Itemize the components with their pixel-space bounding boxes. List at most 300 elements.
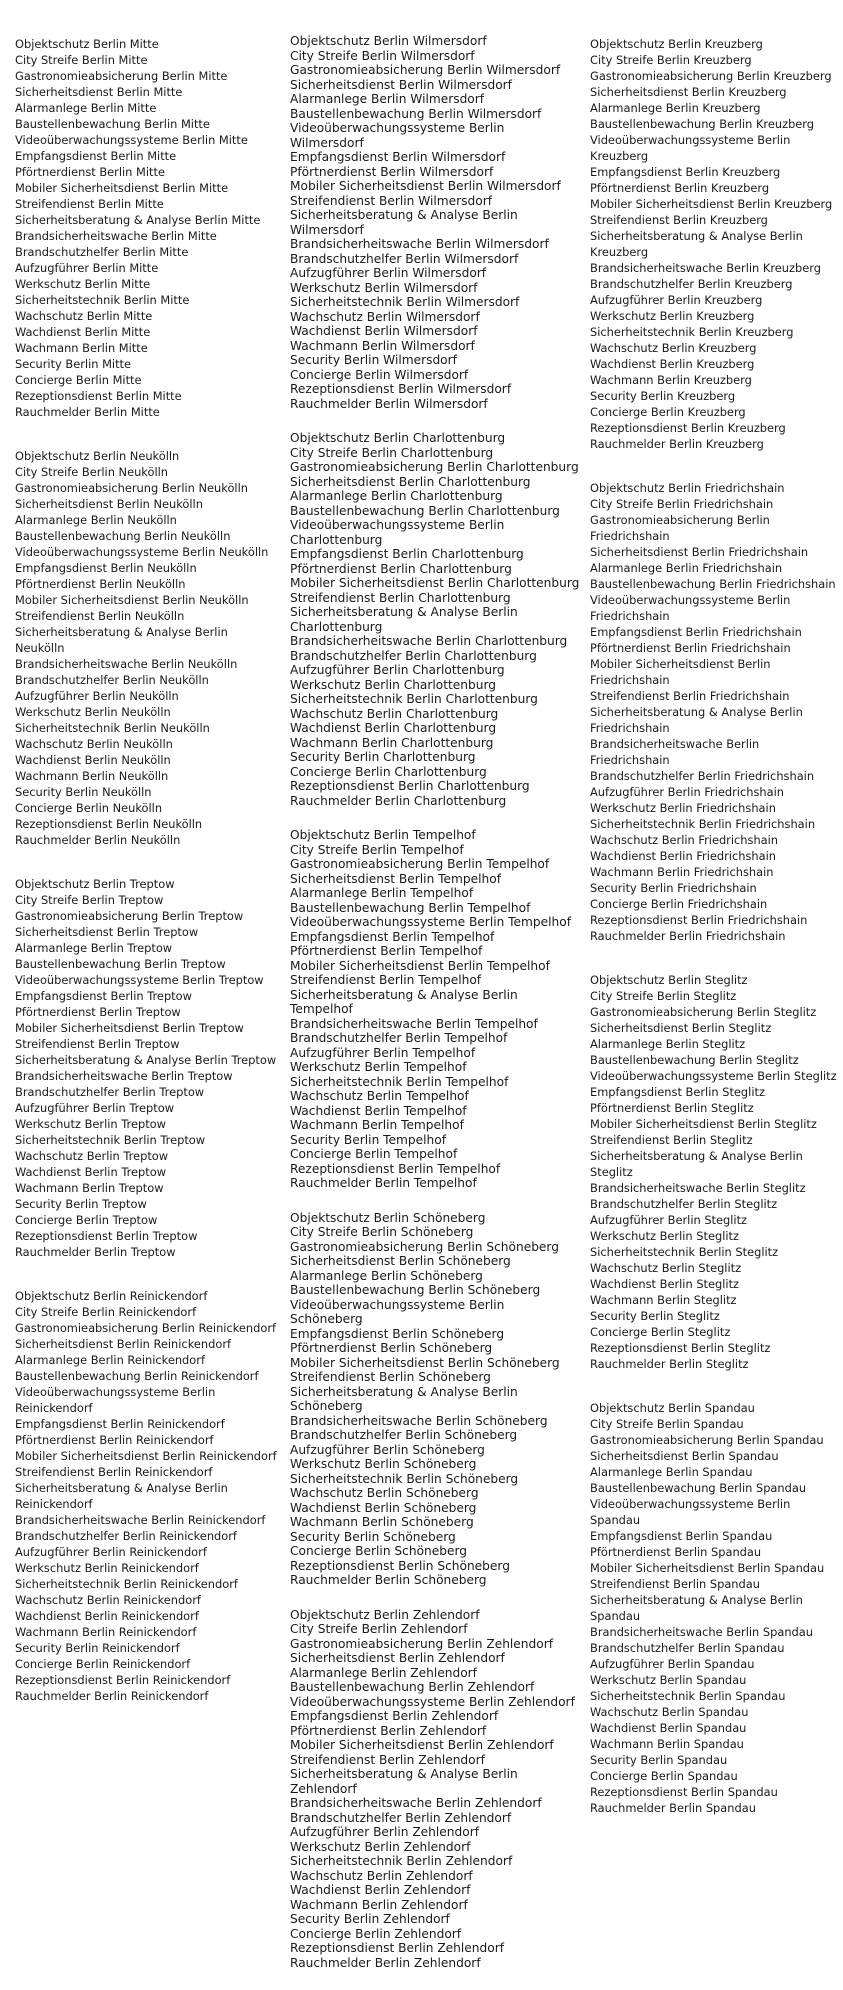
service-link[interactable]: Werkschutz Berlin Kreuzberg xyxy=(590,309,755,323)
service-link[interactable]: Sicherheitstechnik Berlin Wilmersdorf xyxy=(290,295,520,309)
service-link[interactable]: Gastronomieabsicherung Berlin Zehlendorf xyxy=(290,1636,554,1651)
service-link[interactable]: Wachschutz Berlin Reinickendorf xyxy=(15,1593,201,1607)
service-link[interactable]: Wachmann Berlin Schöneberg xyxy=(290,1515,474,1529)
service-link[interactable]: Baustellenbewachung Berlin Wilmersdorf xyxy=(290,106,542,121)
service-link[interactable]: Brandschutzhelfer Berlin Wilmersdorf xyxy=(290,251,519,266)
service-link[interactable]: Empfangsdienst Berlin Tempelhof xyxy=(290,929,495,944)
service-link[interactable]: Concierge Berlin Spandau xyxy=(590,1769,738,1783)
service-link[interactable]: Alarmanlege Berlin Spandau xyxy=(590,1465,753,1479)
service-link[interactable]: Security Berlin Schöneberg xyxy=(290,1529,456,1544)
service-link[interactable]: Wachmann Berlin Spandau xyxy=(590,1737,744,1751)
service-link[interactable]: Mobiler Sicherheitsdienst Berlin Mitte xyxy=(15,181,229,195)
service-link[interactable]: Gastronomieabsicherung Berlin Mitte xyxy=(15,69,228,83)
service-link[interactable]: Objektschutz Berlin Treptow xyxy=(15,877,175,891)
service-link[interactable]: Videoüberwachungssysteme Berlin Reinickendorf xyxy=(15,1385,216,1415)
service-link[interactable]: Alarmanlege Berlin Reinickendorf xyxy=(15,1353,205,1367)
service-link[interactable]: Sicherheitstechnik Berlin Friedrichshain xyxy=(590,817,816,831)
service-link[interactable]: Alarmanlege Berlin Schöneberg xyxy=(290,1268,483,1283)
service-link[interactable]: Sicherheitstechnik Berlin Zehlendorf xyxy=(290,1854,513,1868)
service-link[interactable]: Videoüberwachungssysteme Berlin Friedrichshain xyxy=(590,593,791,623)
service-link[interactable]: Wachdienst Berlin Reinickendorf xyxy=(15,1609,199,1623)
service-link[interactable]: Baustellenbewachung Berlin Zehlendorf xyxy=(290,1680,535,1694)
service-link[interactable]: Sicherheitsberatung & Analyse Berlin Zehlendorf xyxy=(290,1767,518,1796)
service-link[interactable]: Gastronomieabsicherung Berlin Treptow xyxy=(15,909,244,923)
service-link[interactable]: Brandschutzhelfer Berlin Zehlendorf xyxy=(290,1810,512,1825)
service-link[interactable]: Empfangsdienst Berlin Reinickendorf xyxy=(15,1417,225,1431)
service-link[interactable]: Wachmann Berlin Charlottenburg xyxy=(290,735,494,750)
service-link[interactable]: Aufzugführer Berlin Neukölln xyxy=(15,689,179,703)
service-link[interactable]: Objektschutz Berlin Reinickendorf xyxy=(15,1289,208,1303)
service-link[interactable]: Sicherheitsberatung & Analyse Berlin Schöneberg xyxy=(290,1384,518,1413)
service-link[interactable]: Security Berlin Kreuzberg xyxy=(590,389,736,403)
service-link[interactable]: Rezeptionsdienst Berlin Mitte xyxy=(15,389,182,403)
service-link[interactable]: Aufzugführer Berlin Reinickendorf xyxy=(15,1545,207,1559)
service-link[interactable]: Wachmann Berlin Zehlendorf xyxy=(290,1897,468,1912)
service-link[interactable]: Brandsicherheitswache Berlin Charlottenburg xyxy=(290,634,568,648)
service-link[interactable]: Streifendienst Berlin Tempelhof xyxy=(290,973,482,987)
service-link[interactable]: Empfangsdienst Berlin Mitte xyxy=(15,149,177,163)
service-link[interactable]: Rezeptionsdienst Berlin Schöneberg xyxy=(290,1558,510,1573)
service-link[interactable]: Brandsicherheitswache Berlin Schöneberg xyxy=(290,1413,548,1428)
service-link[interactable]: Baustellenbewachung Berlin Tempelhof xyxy=(290,900,531,915)
service-link[interactable]: Rezeptionsdienst Berlin Treptow xyxy=(15,1229,198,1243)
service-link[interactable]: Rauchmelder Berlin Friedrichshain xyxy=(590,929,786,943)
service-link[interactable]: Brandsicherheitswache Berlin Tempelhof xyxy=(290,1016,538,1031)
service-link[interactable]: Gastronomieabsicherung Berlin Charlottenburg xyxy=(290,460,579,474)
service-link[interactable]: Alarmanlege Berlin Treptow xyxy=(15,941,173,955)
service-link[interactable]: Objektschutz Berlin Zehlendorf xyxy=(290,1607,480,1622)
service-link[interactable]: Videoüberwachungssysteme Berlin Steglitz xyxy=(590,1069,837,1083)
service-link[interactable]: Werkschutz Berlin Tempelhof xyxy=(290,1060,467,1074)
service-link[interactable]: Streifendienst Berlin Friedrichshain xyxy=(590,689,790,703)
service-link[interactable]: Wachmann Berlin Tempelhof xyxy=(290,1118,464,1132)
service-link[interactable]: Rauchmelder Berlin Tempelhof xyxy=(290,1176,477,1190)
service-link[interactable]: Wachdienst Berlin Zehlendorf xyxy=(290,1883,471,1897)
service-link[interactable]: Pförtnerdienst Berlin Kreuzberg xyxy=(590,181,770,195)
service-link[interactable]: Videoüberwachungssysteme Berlin Wilmersdorf xyxy=(290,121,505,150)
service-link[interactable]: Videoüberwachungssysteme Berlin Treptow xyxy=(15,973,264,987)
service-link[interactable]: Gastronomieabsicherung Berlin Reinickendorf xyxy=(15,1321,277,1335)
service-link[interactable]: Pförtnerdienst Berlin Wilmersdorf xyxy=(290,164,494,179)
service-link[interactable]: Streifendienst Berlin Schöneberg xyxy=(290,1370,491,1384)
service-link[interactable]: Security Berlin Neukölln xyxy=(15,785,152,799)
service-link[interactable]: Videoüberwachungssysteme Berlin Zehlendorf xyxy=(290,1694,575,1709)
service-link[interactable]: City Streife Berlin Friedrichshain xyxy=(590,497,774,511)
service-link[interactable]: Empfangsdienst Berlin Steglitz xyxy=(590,1085,765,1099)
service-link[interactable]: Brandsicherheitswache Berlin Treptow xyxy=(15,1069,233,1083)
service-link[interactable]: Sicherheitsdienst Berlin Tempelhof xyxy=(290,871,501,886)
service-link[interactable]: Brandschutzhelfer Berlin Spandau xyxy=(590,1641,785,1655)
service-link[interactable]: Concierge Berlin Treptow xyxy=(15,1213,158,1227)
service-link[interactable]: Gastronomieabsicherung Berlin Steglitz xyxy=(590,1005,817,1019)
service-link[interactable]: Security Berlin Spandau xyxy=(590,1753,728,1767)
service-link[interactable]: City Streife Berlin Zehlendorf xyxy=(290,1622,468,1636)
service-link[interactable]: Wachmann Berlin Mitte xyxy=(15,341,148,355)
service-link[interactable]: Mobiler Sicherheitsdienst Berlin Neukölln xyxy=(15,593,249,607)
service-link[interactable]: Sicherheitstechnik Berlin Treptow xyxy=(15,1133,206,1147)
service-link[interactable]: Streifendienst Berlin Charlottenburg xyxy=(290,590,511,605)
service-link[interactable]: Alarmanlege Berlin Tempelhof xyxy=(290,886,474,900)
service-link[interactable]: Streifendienst Berlin Reinickendorf xyxy=(15,1465,213,1479)
service-link[interactable]: Rauchmelder Berlin Steglitz xyxy=(590,1357,749,1371)
service-link[interactable]: Wachschutz Berlin Tempelhof xyxy=(290,1089,469,1103)
service-link[interactable]: Brandschutzhelfer Berlin Kreuzberg xyxy=(590,277,793,291)
service-link[interactable]: City Streife Berlin Neukölln xyxy=(15,465,169,479)
service-link[interactable]: Wachmann Berlin Friedrichshain xyxy=(590,865,774,879)
service-link[interactable]: Rezeptionsdienst Berlin Kreuzberg xyxy=(590,421,786,435)
service-link[interactable]: Wachdienst Berlin Charlottenburg xyxy=(290,721,497,735)
service-link[interactable]: Sicherheitstechnik Berlin Charlottenburg xyxy=(290,692,538,706)
service-link[interactable]: Empfangsdienst Berlin Wilmersdorf xyxy=(290,150,506,164)
service-link[interactable]: Brandschutzhelfer Berlin Tempelhof xyxy=(290,1031,508,1045)
service-link[interactable]: Brandsicherheitswache Berlin Wilmersdorf xyxy=(290,237,549,251)
service-link[interactable]: Pförtnerdienst Berlin Treptow xyxy=(15,1005,181,1019)
service-link[interactable]: Wachmann Berlin Wilmersdorf xyxy=(290,338,475,353)
service-link[interactable]: Brandsicherheitswache Berlin Kreuzberg xyxy=(590,261,821,275)
service-link[interactable]: Rauchmelder Berlin Wilmersdorf xyxy=(290,396,488,411)
service-link[interactable]: Alarmanlege Berlin Mitte xyxy=(15,101,157,115)
service-link[interactable]: Mobiler Sicherheitsdienst Berlin Schöneberg xyxy=(290,1355,560,1370)
service-link[interactable]: Sicherheitstechnik Berlin Schöneberg xyxy=(290,1471,519,1486)
service-link[interactable]: Wachschutz Berlin Treptow xyxy=(15,1149,169,1163)
service-link[interactable]: Werkschutz Berlin Wilmersdorf xyxy=(290,280,478,295)
service-link[interactable]: Mobiler Sicherheitsdienst Berlin Spandau xyxy=(590,1561,825,1575)
service-link[interactable]: Werkschutz Berlin Schöneberg xyxy=(290,1457,477,1471)
service-link[interactable]: Brandsicherheitswache Berlin Neukölln xyxy=(15,657,238,671)
service-link[interactable]: Wachdienst Berlin Schöneberg xyxy=(290,1500,477,1515)
service-link[interactable]: Wachschutz Berlin Neukölln xyxy=(15,737,173,751)
service-link[interactable]: Objektschutz Berlin Schöneberg xyxy=(290,1210,486,1225)
service-link[interactable]: Videoüberwachungssysteme Berlin Tempelhof xyxy=(290,915,572,929)
service-link[interactable]: Pförtnerdienst Berlin Steglitz xyxy=(590,1101,754,1115)
service-link[interactable]: Rauchmelder Berlin Treptow xyxy=(15,1245,176,1259)
service-link[interactable]: Videoüberwachungssysteme Berlin Neukölln xyxy=(15,545,269,559)
service-link[interactable]: Werkschutz Berlin Zehlendorf xyxy=(290,1839,471,1854)
service-link[interactable]: Wachdienst Berlin Tempelhof xyxy=(290,1103,467,1118)
service-link[interactable]: Wachdienst Berlin Friedrichshain xyxy=(590,849,776,863)
service-link[interactable]: Videoüberwachungssysteme Berlin Mitte xyxy=(15,133,248,147)
service-link[interactable]: Pförtnerdienst Berlin Reinickendorf xyxy=(15,1433,214,1447)
service-link[interactable]: Sicherheitstechnik Berlin Steglitz xyxy=(590,1245,779,1259)
service-link[interactable]: Werkschutz Berlin Treptow xyxy=(15,1117,166,1131)
service-link[interactable]: Sicherheitstechnik Berlin Spandau xyxy=(590,1689,786,1703)
service-link[interactable]: Brandsicherheitswache Berlin Zehlendorf xyxy=(290,1796,542,1810)
service-link[interactable]: Rauchmelder Berlin Neukölln xyxy=(15,833,181,847)
service-link[interactable]: Pförtnerdienst Berlin Mitte xyxy=(15,165,165,179)
service-link[interactable]: Aufzugführer Berlin Schöneberg xyxy=(290,1442,485,1457)
service-link[interactable]: Baustellenbewachung Berlin Mitte xyxy=(15,117,210,131)
service-link[interactable]: City Streife Berlin Charlottenburg xyxy=(290,445,494,460)
service-link[interactable]: Baustellenbewachung Berlin Neukölln xyxy=(15,529,231,543)
service-link[interactable]: Objektschutz Berlin Mitte xyxy=(15,37,159,51)
service-link[interactable]: Empfangsdienst Berlin Schöneberg xyxy=(290,1326,505,1341)
service-link[interactable]: Wachmann Berlin Neukölln xyxy=(15,769,169,783)
service-link[interactable]: Gastronomieabsicherung Berlin Kreuzberg xyxy=(590,69,832,83)
service-link[interactable]: City Streife Berlin Treptow xyxy=(15,893,164,907)
service-link[interactable]: Aufzugführer Berlin Tempelhof xyxy=(290,1045,476,1060)
service-link[interactable]: Security Berlin Reinickendorf xyxy=(15,1641,180,1655)
service-link[interactable]: Sicherheitstechnik Berlin Reinickendorf xyxy=(15,1577,238,1591)
service-link[interactable]: Sicherheitsdienst Berlin Kreuzberg xyxy=(590,85,787,99)
service-link[interactable]: Gastronomieabsicherung Berlin Tempelhof xyxy=(290,857,550,871)
service-link[interactable]: Brandsicherheitswache Berlin Steglitz xyxy=(590,1181,806,1195)
service-link[interactable]: Baustellenbewachung Berlin Spandau xyxy=(590,1481,807,1495)
service-link[interactable]: Wachdienst Berlin Treptow xyxy=(15,1165,167,1179)
service-link[interactable]: Objektschutz Berlin Neukölln xyxy=(15,449,180,463)
service-link[interactable]: Rauchmelder Berlin Zehlendorf xyxy=(290,1955,481,1970)
service-link[interactable]: Aufzugführer Berlin Kreuzberg xyxy=(590,293,763,307)
service-link[interactable]: Sicherheitsberatung & Analyse Berlin Steglitz xyxy=(590,1149,803,1179)
service-link[interactable]: Objektschutz Berlin Friedrichshain xyxy=(590,481,785,495)
service-link[interactable]: Concierge Berlin Reinickendorf xyxy=(15,1657,191,1671)
service-link[interactable]: Security Berlin Zehlendorf xyxy=(290,1912,450,1926)
service-link[interactable]: City Streife Berlin Steglitz xyxy=(590,989,737,1003)
service-link[interactable]: Concierge Berlin Friedrichshain xyxy=(590,897,768,911)
service-link[interactable]: Rezeptionsdienst Berlin Charlottenburg xyxy=(290,779,530,793)
service-link[interactable]: Sicherheitsberatung & Analyse Berlin Charlottenburg xyxy=(290,605,518,634)
service-link[interactable]: Mobiler Sicherheitsdienst Berlin Reinickendorf xyxy=(15,1449,277,1463)
service-link[interactable]: City Streife Berlin Mitte xyxy=(15,53,148,67)
service-link[interactable]: Baustellenbewachung Berlin Reinickendorf xyxy=(15,1369,259,1383)
service-link[interactable]: Baustellenbewachung Berlin Charlottenburg xyxy=(290,503,560,518)
service-link[interactable]: Alarmanlege Berlin Steglitz xyxy=(590,1037,746,1051)
service-link[interactable]: Alarmanlege Berlin Zehlendorf xyxy=(290,1665,477,1680)
service-link[interactable]: Aufzugführer Berlin Mitte xyxy=(15,261,159,275)
service-link[interactable]: Sicherheitsdienst Berlin Neukölln xyxy=(15,497,203,511)
service-link[interactable]: Sicherheitsdienst Berlin Spandau xyxy=(590,1449,779,1463)
service-link[interactable]: Baustellenbewachung Berlin Friedrichshain xyxy=(590,577,836,591)
service-link[interactable]: City Streife Berlin Spandau xyxy=(590,1417,744,1431)
service-link[interactable]: Pförtnerdienst Berlin Schöneberg xyxy=(290,1341,493,1355)
service-link[interactable]: Aufzugführer Berlin Charlottenburg xyxy=(290,663,505,677)
service-link[interactable]: Brandschutzhelfer Berlin Steglitz xyxy=(590,1197,778,1211)
service-link[interactable]: Videoüberwachungssysteme Berlin Kreuzberg xyxy=(590,133,791,163)
service-link[interactable]: Werkschutz Berlin Reinickendorf xyxy=(15,1561,199,1575)
service-link[interactable]: Videoüberwachungssysteme Berlin Schöneberg xyxy=(290,1297,505,1326)
service-link[interactable]: Sicherheitsberatung & Analyse Berlin Wilmersdorf xyxy=(290,208,518,237)
service-link[interactable]: Sicherheitsdienst Berlin Zehlendorf xyxy=(290,1651,505,1665)
service-link[interactable]: Streifendienst Berlin Spandau xyxy=(590,1577,760,1591)
service-link[interactable]: Rauchmelder Berlin Charlottenburg xyxy=(290,793,507,808)
service-link[interactable]: Concierge Berlin Tempelhof xyxy=(290,1147,458,1161)
service-link[interactable]: Sicherheitsdienst Berlin Charlottenburg xyxy=(290,474,531,489)
service-link[interactable]: Wachmann Berlin Reinickendorf xyxy=(15,1625,197,1639)
service-link[interactable]: Mobiler Sicherheitsdienst Berlin Kreuzberg xyxy=(590,197,833,211)
service-link[interactable]: Concierge Berlin Steglitz xyxy=(590,1325,731,1339)
service-link[interactable]: Gastronomieabsicherung Berlin Spandau xyxy=(590,1433,824,1447)
service-link[interactable]: Mobiler Sicherheitsdienst Berlin Treptow xyxy=(15,1021,244,1035)
service-link[interactable]: Empfangsdienst Berlin Charlottenburg xyxy=(290,547,524,561)
service-link[interactable]: Pförtnerdienst Berlin Neukölln xyxy=(15,577,186,591)
service-link[interactable]: Wachdienst Berlin Kreuzberg xyxy=(590,357,755,371)
service-link[interactable]: Streifendienst Berlin Kreuzberg xyxy=(590,213,768,227)
service-link[interactable]: Rauchmelder Berlin Spandau xyxy=(590,1801,756,1815)
service-link[interactable]: Security Berlin Steglitz xyxy=(590,1309,720,1323)
service-link[interactable]: Brandschutzhelfer Berlin Mitte xyxy=(15,245,189,259)
service-link[interactable]: Gastronomieabsicherung Berlin Schöneberg xyxy=(290,1239,559,1254)
service-link[interactable]: Wachmann Berlin Kreuzberg xyxy=(590,373,752,387)
service-link[interactable]: Aufzugführer Berlin Friedrichshain xyxy=(590,785,784,799)
service-link[interactable]: Sicherheitsberatung & Analyse Berlin Tempelhof xyxy=(290,987,518,1016)
service-link[interactable]: Wachdienst Berlin Spandau xyxy=(590,1721,747,1735)
service-link[interactable]: Mobiler Sicherheitsdienst Berlin Friedrichshain xyxy=(590,657,771,687)
service-link[interactable]: Videoüberwachungssysteme Berlin Spandau xyxy=(590,1497,791,1527)
service-link[interactable]: Streifendienst Berlin Wilmersdorf xyxy=(290,193,493,208)
service-link[interactable]: Wachschutz Berlin Zehlendorf xyxy=(290,1868,473,1883)
service-link[interactable]: Sicherheitstechnik Berlin Tempelhof xyxy=(290,1074,509,1089)
service-link[interactable]: Brandschutzhelfer Berlin Neukölln xyxy=(15,673,209,687)
service-link[interactable]: Wachdienst Berlin Mitte xyxy=(15,325,151,339)
service-link[interactable]: Sicherheitsberatung & Analyse Berlin Spandau xyxy=(590,1593,803,1623)
service-link[interactable]: Brandschutzhelfer Berlin Schöneberg xyxy=(290,1428,518,1442)
service-link[interactable]: Werkschutz Berlin Spandau xyxy=(590,1673,747,1687)
service-link[interactable]: Werkschutz Berlin Charlottenburg xyxy=(290,677,497,692)
service-link[interactable]: Wachschutz Berlin Spandau xyxy=(590,1705,749,1719)
service-link[interactable]: Aufzugführer Berlin Zehlendorf xyxy=(290,1825,479,1839)
service-link[interactable]: Concierge Berlin Schöneberg xyxy=(290,1544,468,1558)
service-link[interactable]: Wachdienst Berlin Wilmersdorf xyxy=(290,324,478,338)
service-link[interactable]: Brandsicherheitswache Berlin Mitte xyxy=(15,229,217,243)
service-link[interactable]: Sicherheitsdienst Berlin Schöneberg xyxy=(290,1254,511,1268)
service-link[interactable]: Alarmanlege Berlin Friedrichshain xyxy=(590,561,783,575)
service-link[interactable]: Wachschutz Berlin Wilmersdorf xyxy=(290,309,480,324)
service-link[interactable]: Rezeptionsdienst Berlin Neukölln xyxy=(15,817,203,831)
service-link[interactable]: Aufzugführer Berlin Steglitz xyxy=(590,1213,748,1227)
service-link[interactable]: Rezeptionsdienst Berlin Zehlendorf xyxy=(290,1941,505,1955)
service-link[interactable]: Security Berlin Tempelhof xyxy=(290,1132,446,1147)
service-link[interactable]: Sicherheitsberatung & Analyse Berlin Kreuzberg xyxy=(590,229,803,259)
service-link[interactable]: Pförtnerdienst Berlin Charlottenburg xyxy=(290,561,512,576)
service-link[interactable]: Concierge Berlin Wilmersdorf xyxy=(290,367,469,382)
service-link[interactable]: City Streife Berlin Schöneberg xyxy=(290,1225,474,1239)
service-link[interactable]: Gastronomieabsicherung Berlin Neukölln xyxy=(15,481,248,495)
service-link[interactable]: Wachschutz Berlin Friedrichshain xyxy=(590,833,779,847)
service-link[interactable]: Gastronomieabsicherung Berlin Friedrichshain xyxy=(590,513,770,543)
service-link[interactable]: Wachmann Berlin Steglitz xyxy=(590,1293,737,1307)
service-link[interactable]: Objektschutz Berlin Spandau xyxy=(590,1401,755,1415)
service-link[interactable]: Security Berlin Wilmersdorf xyxy=(290,353,457,367)
service-link[interactable]: Security Berlin Friedrichshain xyxy=(590,881,757,895)
service-link[interactable]: Alarmanlege Berlin Charlottenburg xyxy=(290,489,503,503)
service-link[interactable]: Mobiler Sicherheitsdienst Berlin Charlottenburg xyxy=(290,576,580,590)
service-link[interactable]: Rezeptionsdienst Berlin Spandau xyxy=(590,1785,778,1799)
service-link[interactable]: Rauchmelder Berlin Schöneberg xyxy=(290,1573,487,1587)
service-link[interactable]: Wachschutz Berlin Kreuzberg xyxy=(590,341,757,355)
service-link[interactable]: Sicherheitstechnik Berlin Kreuzberg xyxy=(590,325,794,339)
service-link[interactable]: Werkschutz Berlin Steglitz xyxy=(590,1229,739,1243)
service-link[interactable]: Mobiler Sicherheitsdienst Berlin Steglitz xyxy=(590,1117,817,1131)
service-link[interactable]: Security Berlin Charlottenburg xyxy=(290,750,476,764)
service-link[interactable]: Rezeptionsdienst Berlin Reinickendorf xyxy=(15,1673,231,1687)
service-link[interactable]: Rezeptionsdienst Berlin Steglitz xyxy=(590,1341,771,1355)
service-link[interactable]: Sicherheitsdienst Berlin Reinickendorf xyxy=(15,1337,232,1351)
service-link[interactable]: Werkschutz Berlin Neukölln xyxy=(15,705,171,719)
service-link[interactable]: Alarmanlege Berlin Neukölln xyxy=(15,513,177,527)
service-link[interactable]: Rezeptionsdienst Berlin Friedrichshain xyxy=(590,913,808,927)
service-link[interactable]: Rezeptionsdienst Berlin Tempelhof xyxy=(290,1161,501,1176)
service-link[interactable]: Wachschutz Berlin Charlottenburg xyxy=(290,706,499,721)
service-link[interactable]: Objektschutz Berlin Tempelhof xyxy=(290,828,476,842)
service-link[interactable]: Pförtnerdienst Berlin Tempelhof xyxy=(290,944,483,958)
service-link[interactable]: Empfangsdienst Berlin Neukölln xyxy=(15,561,197,575)
service-link[interactable]: City Streife Berlin Tempelhof xyxy=(290,842,464,857)
service-link[interactable]: Empfangsdienst Berlin Zehlendorf xyxy=(290,1709,499,1723)
service-link[interactable]: City Streife Berlin Reinickendorf xyxy=(15,1305,197,1319)
service-link[interactable]: Sicherheitsberatung & Analyse Berlin Reinickendorf xyxy=(15,1481,228,1511)
service-link[interactable]: Sicherheitstechnik Berlin Mitte xyxy=(15,293,190,307)
service-link[interactable]: Empfangsdienst Berlin Treptow xyxy=(15,989,192,1003)
service-link[interactable]: Objektschutz Berlin Steglitz xyxy=(590,973,748,987)
service-link[interactable]: Mobiler Sicherheitsdienst Berlin Zehlendorf xyxy=(290,1738,554,1752)
service-link[interactable]: Streifendienst Berlin Neukölln xyxy=(15,609,185,623)
service-link[interactable]: Sicherheitsberatung & Analyse Berlin Treptow xyxy=(15,1053,277,1067)
service-link[interactable]: Objektschutz Berlin Wilmersdorf xyxy=(290,34,487,48)
service-link[interactable]: Alarmanlege Berlin Kreuzberg xyxy=(590,101,761,115)
service-link[interactable]: Baustellenbewachung Berlin Steglitz xyxy=(590,1053,799,1067)
service-link[interactable]: Streifendienst Berlin Steglitz xyxy=(590,1133,753,1147)
service-link[interactable]: Streifendienst Berlin Treptow xyxy=(15,1037,180,1051)
service-link[interactable]: Rauchmelder Berlin Kreuzberg xyxy=(590,437,764,451)
service-link[interactable]: Sicherheitsberatung & Analyse Berlin Neukölln xyxy=(15,625,228,655)
service-link[interactable]: Aufzugführer Berlin Spandau xyxy=(590,1657,755,1671)
service-link[interactable]: City Streife Berlin Wilmersdorf xyxy=(290,48,475,63)
service-link[interactable]: Sicherheitsdienst Berlin Wilmersdorf xyxy=(290,77,512,92)
service-link[interactable]: Security Berlin Treptow xyxy=(15,1197,147,1211)
service-link[interactable]: Streifendienst Berlin Mitte xyxy=(15,197,164,211)
service-link[interactable]: Werkschutz Berlin Friedrichshain xyxy=(590,801,776,815)
service-link[interactable]: Sicherheitsdienst Berlin Mitte xyxy=(15,85,183,99)
service-link[interactable]: Brandschutzhelfer Berlin Reinickendorf xyxy=(15,1529,237,1543)
service-link[interactable]: Wachschutz Berlin Mitte xyxy=(15,309,153,323)
service-link[interactable]: Rezeptionsdienst Berlin Wilmersdorf xyxy=(290,382,512,396)
service-link[interactable]: Brandsicherheitswache Berlin Spandau xyxy=(590,1625,813,1639)
service-link[interactable]: Sicherheitsdienst Berlin Friedrichshain xyxy=(590,545,809,559)
service-link[interactable]: Pförtnerdienst Berlin Zehlendorf xyxy=(290,1723,487,1738)
service-link[interactable]: Sicherheitsdienst Berlin Treptow xyxy=(15,925,199,939)
service-link[interactable]: Mobiler Sicherheitsdienst Berlin Wilmersdorf xyxy=(290,179,561,193)
service-link[interactable]: Mobiler Sicherheitsdienst Berlin Tempelhof xyxy=(290,958,550,973)
service-link[interactable]: Brandschutzhelfer Berlin Friedrichshain xyxy=(590,769,815,783)
service-link[interactable]: Sicherheitsberatung & Analyse Berlin Mitte xyxy=(15,213,261,227)
service-link[interactable]: Brandsicherheitswache Berlin Friedrichshain xyxy=(590,737,760,767)
service-link[interactable]: Wachdienst Berlin Neukölln xyxy=(15,753,171,767)
service-link[interactable]: Wachschutz Berlin Steglitz xyxy=(590,1261,742,1275)
service-link[interactable]: Empfangsdienst Berlin Spandau xyxy=(590,1529,773,1543)
service-link[interactable]: Concierge Berlin Mitte xyxy=(15,373,142,387)
service-link[interactable]: Baustellenbewachung Berlin Schöneberg xyxy=(290,1283,541,1297)
service-link[interactable]: Brandschutzhelfer Berlin Charlottenburg xyxy=(290,648,537,663)
service-link[interactable]: Empfangsdienst Berlin Kreuzberg xyxy=(590,165,781,179)
service-link[interactable]: Videoüberwachungssysteme Berlin Charlottenburg xyxy=(290,518,505,547)
service-link[interactable]: Aufzugführer Berlin Treptow xyxy=(15,1101,175,1115)
service-link[interactable]: Sicherheitsdienst Berlin Steglitz xyxy=(590,1021,772,1035)
service-link[interactable]: Streifendienst Berlin Zehlendorf xyxy=(290,1752,485,1767)
service-link[interactable]: Wachmann Berlin Treptow xyxy=(15,1181,164,1195)
service-link[interactable]: Sicherheitsberatung & Analyse Berlin Friedrichshain xyxy=(590,705,803,735)
service-link[interactable]: Werkschutz Berlin Mitte xyxy=(15,277,151,291)
service-link[interactable]: Objektschutz Berlin Charlottenburg xyxy=(290,431,506,445)
service-link[interactable]: Baustellenbewachung Berlin Treptow xyxy=(15,957,226,971)
service-link[interactable]: City Streife Berlin Kreuzberg xyxy=(590,53,752,67)
service-link[interactable]: Concierge Berlin Zehlendorf xyxy=(290,1926,462,1941)
service-link[interactable]: Concierge Berlin Neukölln xyxy=(15,801,163,815)
service-link[interactable]: Wachschutz Berlin Schöneberg xyxy=(290,1486,479,1500)
service-link[interactable]: Pförtnerdienst Berlin Friedrichshain xyxy=(590,641,791,655)
service-link[interactable]: Concierge Berlin Kreuzberg xyxy=(590,405,746,419)
service-link[interactable]: Empfangsdienst Berlin Friedrichshain xyxy=(590,625,802,639)
service-link[interactable]: Gastronomieabsicherung Berlin Wilmersdorf xyxy=(290,63,561,77)
service-link[interactable]: Rauchmelder Berlin Mitte xyxy=(15,405,160,419)
